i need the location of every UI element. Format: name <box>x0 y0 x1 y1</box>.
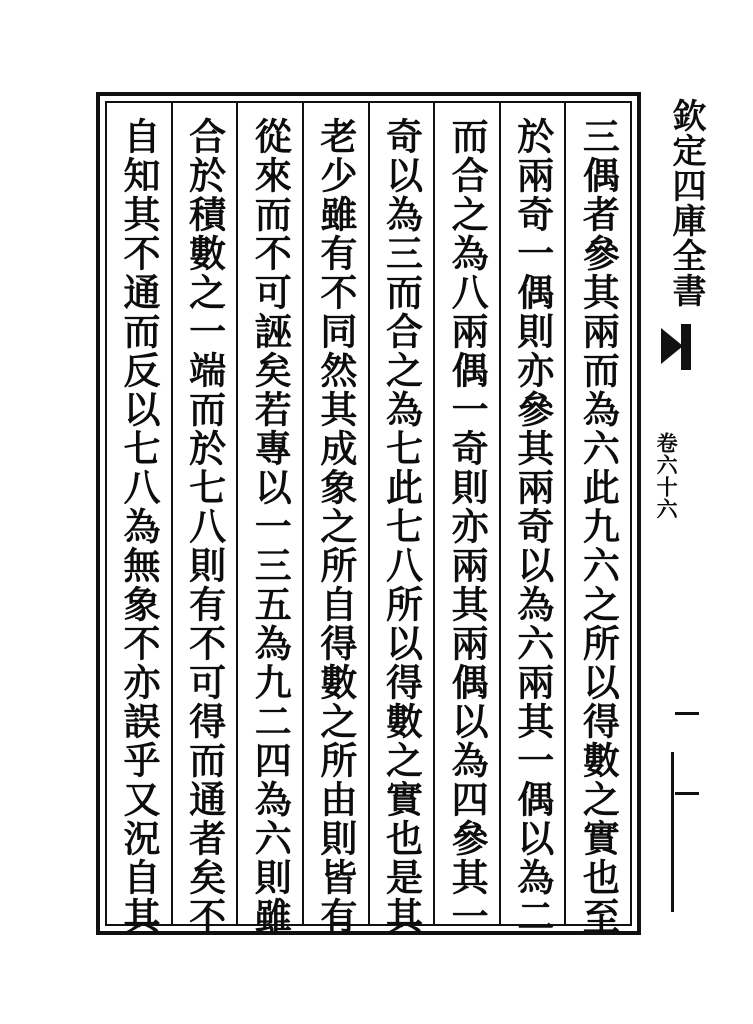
column-text: 三偶者參其兩而為六此九六之所以得數之實也至 <box>576 117 621 936</box>
margin-tick <box>675 712 699 715</box>
book-title: 欽定四庫全書 <box>666 98 706 308</box>
column-text: 奇以為三而合之為七此七八所以得數之實也是其 <box>379 117 424 936</box>
text-column <box>236 103 302 936</box>
text-columns-container <box>105 101 632 936</box>
column-text: 於兩奇一偶則亦參其兩奇以為六兩其一偶以為二 <box>510 117 555 936</box>
fishtail-ornament-icon <box>661 328 683 364</box>
margin-rule <box>671 752 674 912</box>
volume-label: 卷六十六 <box>654 432 680 520</box>
text-column <box>368 103 434 936</box>
column-text: 合於積數之一端而於七八則有不可得而通者矣不 <box>182 117 227 936</box>
margin-tick <box>675 792 699 795</box>
text-column <box>564 103 630 936</box>
text-column <box>433 103 499 936</box>
text-column <box>499 103 565 936</box>
fishtail-stem <box>681 324 691 370</box>
column-text: 而合之為八兩偶一奇則亦兩其兩偶以為四參其一 <box>445 117 490 936</box>
text-column <box>107 103 171 936</box>
text-column <box>302 103 368 936</box>
text-column <box>171 103 237 936</box>
center-margin-strip <box>641 92 707 935</box>
text-block-frame <box>96 92 641 935</box>
column-text: 從來而不可誣矣若專以一三五為九二四為六則雖 <box>248 117 293 936</box>
column-text: 自知其不通而反以七八為無象不亦誤乎又況自其 <box>117 117 162 936</box>
column-text: 老少雖有不同然其成象之所自得數之所由則皆有 <box>313 117 358 936</box>
